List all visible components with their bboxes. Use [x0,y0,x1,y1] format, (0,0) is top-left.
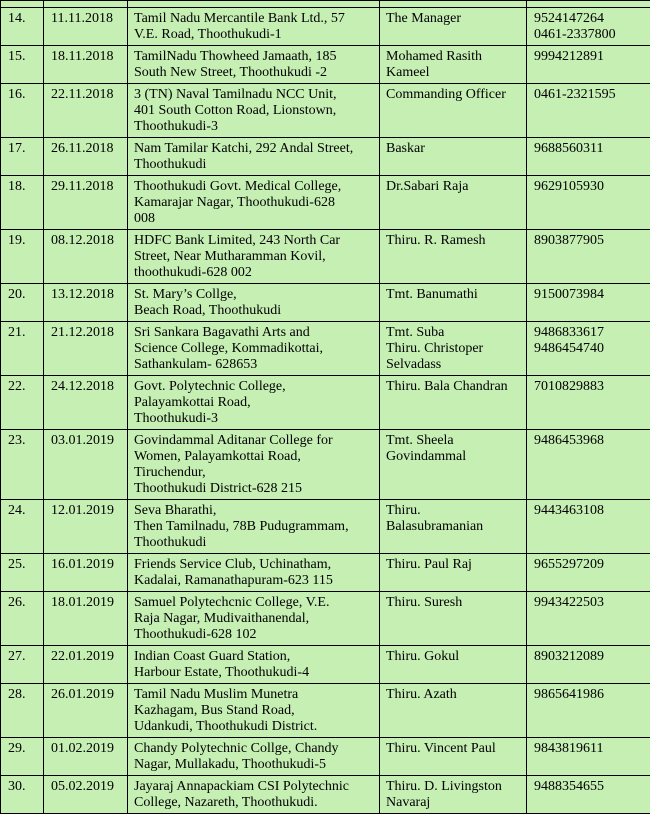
phone-number-cell: 9943422503 [527,592,650,646]
table-top-edge-row [1,1,650,8]
organization-address-cell: Friends Service Club, Uchinatham, Kadalai, Ramanathapuram-623 115 [128,554,380,592]
table-row [1,322,650,376]
contact-person-cell: Commanding Officer [380,84,527,138]
contact-person-cell: Thiru. Bala Chandran [380,376,527,430]
table-row [1,500,650,554]
contact-person-cell: Thiru. D. Livingston Navaraj [380,776,527,814]
phone-number-cell: 9688560311 [527,138,650,176]
date-cell: 16.01.2019 [44,554,128,592]
organization-address-cell: Sri Sankara Bagavathi Arts and Science College, Kommadikottai, Sathankulam- 628653 [128,322,380,376]
date-cell: 03.01.2019 [44,430,128,500]
date-cell: 12.01.2019 [44,500,128,554]
contact-person-cell: Thiru. Vincent Paul [380,738,527,776]
table-row [1,430,650,500]
table-row [1,8,650,46]
organization-address-cell: Nam Tamilar Katchi, 292 Andal Street, Thoothukudi [128,138,380,176]
organization-address-cell: Govindammal Aditanar College for Women, Palayamkottai Road, Tiruchendur, Thoothukudi District-628 215 [128,430,380,500]
phone-number-cell: 9994212891 [527,46,650,84]
serial-number-cell: 15. [1,46,44,84]
serial-number-cell: 27. [1,646,44,684]
serial-number-cell: 21. [1,322,44,376]
table-row [1,84,650,138]
table-row [1,176,650,230]
contact-person-cell: The Manager [380,8,527,46]
table-row [1,646,650,684]
organization-address-cell: Chandy Polytechnic Collge, Chandy Nagar, Mullakadu, Thoothukudi-5 [128,738,380,776]
table-row [1,554,650,592]
contact-person-cell: Thiru. Paul Raj [380,554,527,592]
date-cell: 24.12.2018 [44,376,128,430]
organization-address-cell: 3 (TN) Naval Tamilnadu NCC Unit, 401 South Cotton Road, Lionstown, Thoothukudi-3 [128,84,380,138]
serial-number-cell: 17. [1,138,44,176]
organization-address-cell: Tamil Nadu Muslim Munetra Kazhagam, Bus Stand Road, Udankudi, Thoothukudi District. [128,684,380,738]
date-cell: 22.11.2018 [44,84,128,138]
table-row [1,230,650,284]
organization-address-cell: Samuel Polytechcnic College, V.E. Raja Nagar, Mudivaithanendal, Thoothukudi-628 102 [128,592,380,646]
date-cell: 22.01.2019 [44,646,128,684]
serial-number-cell: 23. [1,430,44,500]
contact-person-cell: Dr.Sabari Raja [380,176,527,230]
phone-number-cell: 9486833617 9486454740 [527,322,650,376]
organization-address-cell: Govt. Polytechnic College, Palayamkottai Road, Thoothukudi-3 [128,376,380,430]
contact-person-cell: Thiru. R. Ramesh [380,230,527,284]
contact-person-cell: Tmt. Banumathi [380,284,527,322]
date-cell: 18.01.2019 [44,592,128,646]
date-cell: 11.11.2018 [44,8,128,46]
organization-address-cell: TamilNadu Thowheed Jamaath, 185 South New Street, Thoothukudi -2 [128,46,380,84]
organization-address-cell: St. Mary’s Collge, Beach Road, Thoothukudi [128,284,380,322]
contact-person-cell: Thiru. Gokul [380,646,527,684]
serial-number-cell: 18. [1,176,44,230]
phone-number-cell: 9488354655 [527,776,650,814]
phone-number-cell: 8903212089 [527,646,650,684]
organization-address-cell: Tamil Nadu Mercantile Bank Ltd., 57 V.E. Road, Thoothukudi-1 [128,8,380,46]
contact-person-cell: Thiru. Balasubramanian [380,500,527,554]
table-cell [380,1,527,8]
phone-number-cell: 8903877905 [527,230,650,284]
contact-person-cell: Thiru. Suresh [380,592,527,646]
contact-person-cell: Tmt. Sheela Govindammal [380,430,527,500]
serial-number-cell: 20. [1,284,44,322]
serial-number-cell: 14. [1,8,44,46]
date-cell: 21.12.2018 [44,322,128,376]
organization-address-cell: Seva Bharathi, Then Tamilnadu, 78B Pudugrammam, Thoothukudi [128,500,380,554]
date-cell: 05.02.2019 [44,776,128,814]
serial-number-cell: 29. [1,738,44,776]
date-cell: 08.12.2018 [44,230,128,284]
phone-number-cell: 9524147264 0461-2337800 [527,8,650,46]
serial-number-cell: 19. [1,230,44,284]
serial-number-cell: 22. [1,376,44,430]
date-cell: 26.11.2018 [44,138,128,176]
phone-number-cell: 0461-2321595 [527,84,650,138]
serial-number-cell: 24. [1,500,44,554]
contact-person-cell: Tmt. Suba Thiru. Christoper Selvadass [380,322,527,376]
table-row [1,738,650,776]
date-cell: 18.11.2018 [44,46,128,84]
phone-number-cell: 9443463108 [527,500,650,554]
table-row [1,284,650,322]
serial-number-cell: 28. [1,684,44,738]
organization-address-cell: Indian Coast Guard Station, Harbour Estate, Thoothukudi-4 [128,646,380,684]
contact-person-cell: Thiru. Azath [380,684,527,738]
visits-table-body [1,1,650,814]
date-cell: 13.12.2018 [44,284,128,322]
serial-number-cell: 30. [1,776,44,814]
table-row [1,138,650,176]
table-cell [527,1,650,8]
phone-number-cell: 7010829883 [527,376,650,430]
phone-number-cell: 9865641986 [527,684,650,738]
phone-number-cell: 9843819611 [527,738,650,776]
date-cell: 26.01.2019 [44,684,128,738]
table-row [1,376,650,430]
phone-number-cell: 9629105930 [527,176,650,230]
phone-number-cell: 9150073984 [527,284,650,322]
table-cell [1,1,44,8]
serial-number-cell: 16. [1,84,44,138]
table-row [1,46,650,84]
organization-address-cell: Thoothukudi Govt. Medical College, Kamarajar Nagar, Thoothukudi-628 008 [128,176,380,230]
date-cell: 29.11.2018 [44,176,128,230]
table-cell [128,1,380,8]
serial-number-cell: 25. [1,554,44,592]
contact-person-cell: Mohamed Rasith Kameel [380,46,527,84]
table-row [1,592,650,646]
date-cell: 01.02.2019 [44,738,128,776]
organization-address-cell: Jayaraj Annapackiam CSI Polytechnic College, Nazareth, Thoothukudi. [128,776,380,814]
serial-number-cell: 26. [1,592,44,646]
contact-person-cell: Baskar [380,138,527,176]
phone-number-cell: 9486453968 [527,430,650,500]
organization-address-cell: HDFC Bank Limited, 243 North Car Street, Near Mutharamman Kovil, thoothukudi-628 002 [128,230,380,284]
table-row [1,684,650,738]
table-cell [44,1,128,8]
phone-number-cell: 9655297209 [527,554,650,592]
